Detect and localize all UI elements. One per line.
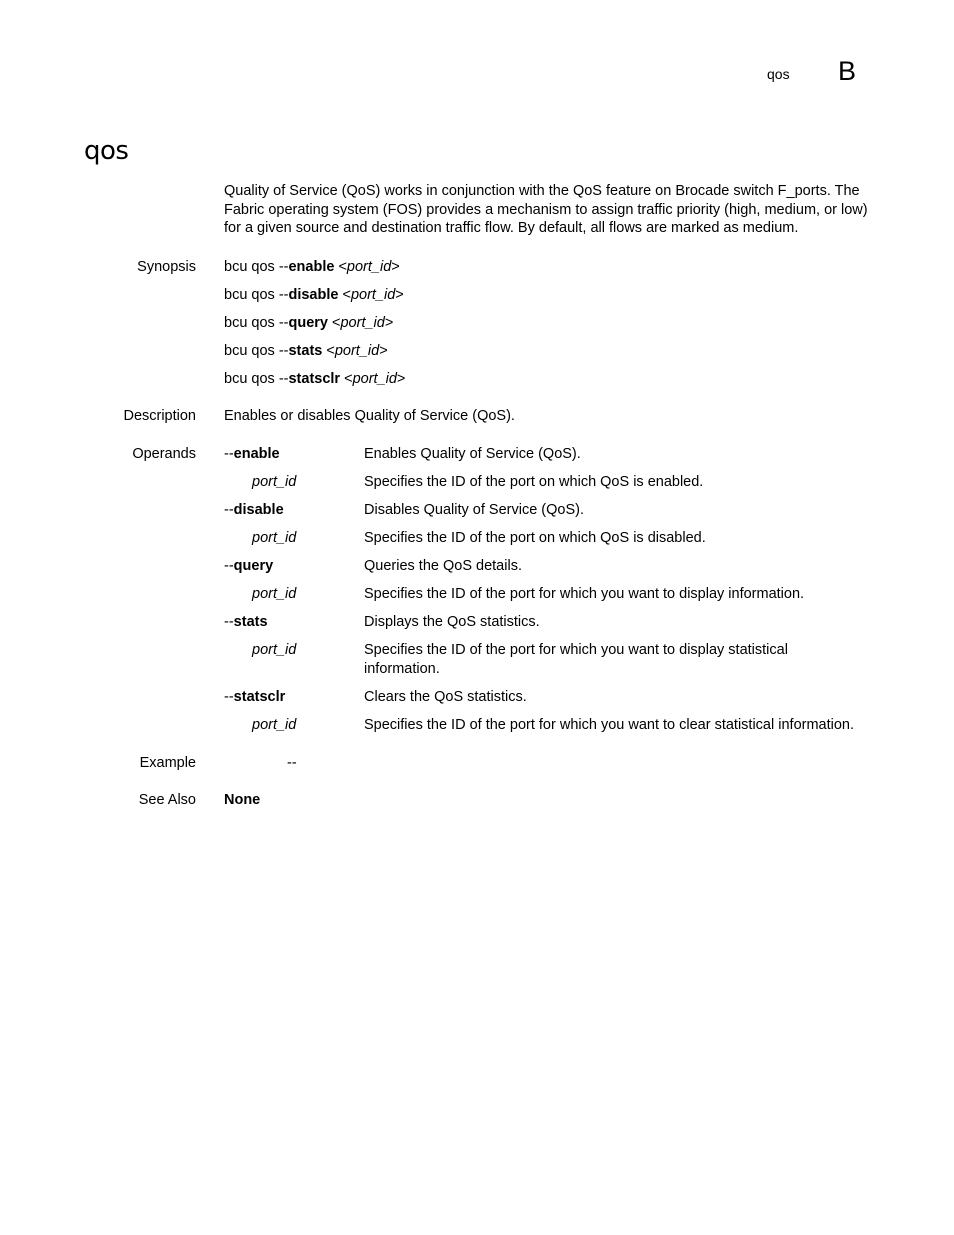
operand-query xyxy=(224,557,273,575)
synopsis-label: Synopsis xyxy=(137,259,196,275)
example-text: -- xyxy=(287,755,297,771)
operand-disable-desc: Disables Quality of Service (QoS). xyxy=(364,502,584,518)
synopsis-arg-close: > xyxy=(391,259,400,275)
operand-dash: -- xyxy=(224,502,234,518)
intro-paragraph: Quality of Service (QoS) works in conjunction with the QoS feature on Brocade switch F_ports. The Fabric operating system (FOS) provides a mechanism to assign traffic priority (high, medium, or low) for a given source and destination traffic flow. By default, all flows are marked as medium. xyxy=(224,183,868,237)
operand-dash: -- xyxy=(224,446,234,462)
synopsis-arg-close: > xyxy=(379,343,388,359)
operand-name: query xyxy=(233,558,274,574)
operand-enable-port-id: port_id xyxy=(252,474,297,490)
synopsis-option: disable xyxy=(288,287,339,303)
synopsis-option: enable xyxy=(288,259,335,275)
synopsis-prefix: bcu qos -- xyxy=(224,371,289,387)
running-header-appendix: B xyxy=(838,56,857,86)
synopsis-arg-open: < xyxy=(327,315,341,331)
operands-label: Operands xyxy=(132,446,196,462)
description-label: Description xyxy=(123,408,196,424)
synopsis-arg: port_id xyxy=(340,315,385,331)
synopsis-option: stats xyxy=(288,343,323,359)
operand-disable-port-id-desc: Specifies the ID of the port on which QoS is disabled. xyxy=(364,530,706,546)
see-also-value: None xyxy=(224,792,261,808)
operand-statsclr-port-id: port_id xyxy=(252,717,297,733)
operand-query-port-id-desc: Specifies the ID of the port for which you want to display information. xyxy=(364,586,805,602)
synopsis-line-stats xyxy=(224,342,388,360)
operand-stats-desc: Displays the QoS statistics. xyxy=(364,614,540,630)
synopsis-line-statsclr xyxy=(224,370,405,388)
synopsis-arg-open: < xyxy=(340,371,353,387)
synopsis-arg-close: > xyxy=(384,315,394,331)
operand-disable-port-id: port_id xyxy=(252,530,297,546)
page-title: qos xyxy=(84,136,129,166)
synopsis-arg-open: < xyxy=(338,287,351,303)
synopsis-prefix: bcu qos -- xyxy=(224,315,289,331)
synopsis-arg: port_id xyxy=(352,371,397,387)
operand-name: enable xyxy=(233,446,280,462)
synopsis-arg-open: < xyxy=(322,343,335,359)
synopsis-prefix: bcu qos -- xyxy=(224,287,289,303)
synopsis-line-disable xyxy=(224,286,404,304)
operand-disable xyxy=(224,501,284,519)
see-also-label: See Also xyxy=(138,792,196,808)
operand-name: disable xyxy=(233,502,284,518)
operand-name: statsclr xyxy=(233,689,286,705)
synopsis-option: statsclr xyxy=(288,371,341,387)
synopsis-prefix: bcu qos -- xyxy=(224,343,289,359)
running-header-section: qos xyxy=(767,66,790,82)
operand-dash: -- xyxy=(224,614,234,630)
synopsis-line-enable xyxy=(224,258,400,276)
synopsis-line-query xyxy=(224,314,393,332)
operand-statsclr xyxy=(224,688,285,706)
operand-dash: -- xyxy=(224,689,234,705)
operand-enable xyxy=(224,445,280,463)
synopsis-arg: port_id xyxy=(350,287,396,303)
operand-dash: -- xyxy=(224,558,234,574)
operand-query-desc: Queries the QoS details. xyxy=(364,558,522,574)
operand-statsclr-desc: Clears the QoS statistics. xyxy=(364,689,527,705)
synopsis-arg: port_id xyxy=(334,343,380,359)
synopsis-prefix: bcu qos -- xyxy=(224,259,289,275)
synopsis-option: query xyxy=(288,315,328,331)
operand-enable-desc: Enables Quality of Service (QoS). xyxy=(364,446,581,462)
example-label: Example xyxy=(139,755,196,771)
operand-stats-port-id: port_id xyxy=(252,642,297,658)
synopsis-arg-close: > xyxy=(396,371,406,387)
synopsis-arg-close: > xyxy=(395,287,404,303)
operand-stats xyxy=(224,613,268,631)
operand-enable-port-id-desc: Specifies the ID of the port on which QoS is enabled. xyxy=(364,474,704,490)
see-also-text xyxy=(224,791,260,809)
synopsis-arg-open: < xyxy=(334,259,347,275)
operand-query-port-id: port_id xyxy=(252,586,297,602)
operand-name: stats xyxy=(233,614,268,630)
operand-statsclr-port-id-desc: Specifies the ID of the port for which you want to clear statistical information. xyxy=(364,717,855,733)
operand-stats-port-id-desc: Specifies the ID of the port for which you want to display statistical information. xyxy=(364,642,788,677)
description-text: Enables or disables Quality of Service (QoS). xyxy=(224,408,515,424)
synopsis-arg: port_id xyxy=(346,259,392,275)
